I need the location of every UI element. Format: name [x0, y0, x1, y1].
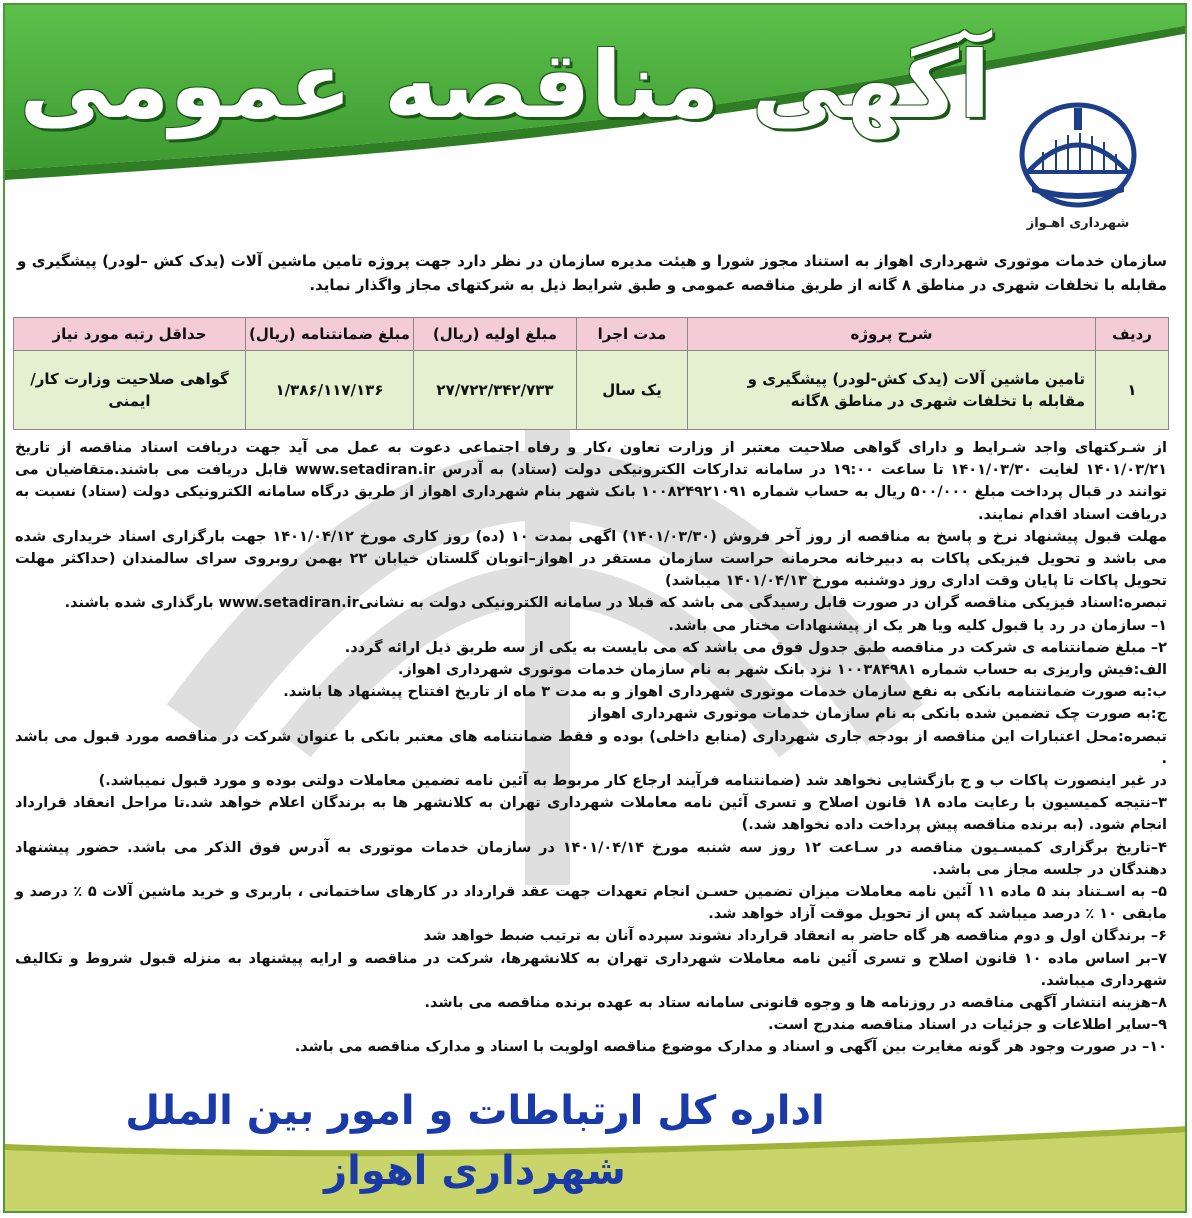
tender-table: [13, 317, 1169, 430]
paragraph: ۸–هزینه انتشار آگهی مناقصه در روزنامه ها و وجوه قانونی سامانه ستاد به عهده برنده مناقصه می باشد.: [424, 995, 1167, 1012]
bridge-logo-icon: [1018, 100, 1138, 210]
table-header-row: [14, 318, 1169, 351]
table-row: [14, 351, 1169, 430]
paragraph: در غیر اینصورت پاکات ب و ج بازگشایی نخواهد شد (ضمانتنامه فرآیند ارجاع کار مربوط به آئین نامه تضمین معاملات دولتی بوده و مورد قبول نمیباشد.): [98, 773, 1167, 790]
col-guarantee-header: مبلغ ضمانتنامه (ریال): [246, 318, 414, 351]
footer-text: اداره کل ارتباطات و امور بین الملل شهرداری اهواز: [125, 1088, 825, 1194]
paragraph: ۵– به اسـتناد بند ۵ ماده ۱۱ آئین نامه معاملات میزان تضمین حسـن انجام تعهدات جهت عقد قرارداد در کارهای ساختمانی ، باربری و خرید ماشین آلات ۵ ٪ درصد و مابقی ۱۰ ٪ درصد میباشد که پس از تحویل موقت آزاد خواهد شد.: [15, 884, 1167, 923]
paragraph: ۳–نتیجه کمیسیون با رعایت ماده ۱۸ قانون اصلاح و تسری آئین نامه معاملات شهرداری تهران به کلانشهر ها به برندگان اعلام خواهد شد.تا مراحل انعقاد قرارداد انجام شود. (به برنده مناقصه پیش پرداخت داده نخواهد شد.): [15, 795, 1167, 834]
page-title: آگهی مناقصه عمومی: [19, 32, 991, 139]
cell-duration: یک سال: [577, 351, 688, 430]
paragraph: تبصره:محل اعتبارات این مناقصه از بودجه جاری شهرداری (منابع داخلی) بوده و فقط ضمانتنامه های معتبر بانکی با عنوان شرکت در مناقصه مورد قبول می باشد .: [15, 728, 1167, 767]
col-initial-amount-header: مبلغ اولیه (ریال): [414, 318, 577, 351]
cell-min-rank: گواهی صلاحیت وزارت کار/ایمنی: [14, 351, 246, 430]
paragraph: ۹–سایر اطلاعات و جزئیات در اسناد مناقصه مندرج است.: [768, 1017, 1167, 1034]
paragraph: ۷–بر اساس ماده ۱۰ قانون اصلاح و تسری آئین نامه معاملات شهرداری تهران به کلانشهرها، شرکت در مناقصه و ارایه پیشنهاد به منزله قبول شروط و تکالیف شهرداری میباشد.: [15, 950, 1168, 989]
paragraph: از شـرکتهای واجد شـرایط و دارای گواهی صلاحیت معتبر از وزارت تعاون ،کار و رفاه اجتماعی دعوت به عمل می آید جهت دریافت اسناد مناقصه از تاریخ ۱۴۰۱/۰۳/۲۱ لغایت ۱۴۰۱/۰۳/۳۰ تا ساعت ۱۹:۰۰ در سامانه تدارکات الکترونیکی دولت (ستاد) به آدرس www.setadiran.ir قابل دریافت می باشند.متقاضیان می توانند در قبال پرداخت مبلغ ۵۰۰/۰۰۰ ریال به حساب شماره ۱۰۰۸۲۴۹۲۱۰۹۱ بانک شهر بنام شهرداری اهواز از طریق درگاه سامانه الکترونیکی دولت (ستاد) نسبت به دریافت اسناد اقدام نمایند.: [15, 440, 1168, 523]
cell-row-number: ۱: [1096, 351, 1169, 430]
paragraph: ۲– مبلغ ضمانتنامه ی شرکت در مناقصه طبق جدول فوق می باشد که می بایست به یکی از سه طریق ذیل ارائه گردد.: [344, 639, 1167, 656]
municipality-logo: [1013, 100, 1143, 250]
conditions-text: [15, 437, 1167, 1059]
paragraph: الف:فیش واریزی به حساب شماره ۱۰۰۳۸۴۹۸۱ نزد بانک شهر به نام سازمان خدمات موتوری شهرداری اهواز.: [397, 662, 1167, 679]
col-description-header: شرح پروژه: [688, 318, 1096, 351]
paragraph: مهلت قبول پیشنهاد نرخ و پاسخ به مناقصه از روز آخر فروش (۱۴۰۱/۰۳/۳۰) اگهی بمدت ۱۰ (ده) روز کاری مورخ ۱۴۰۱/۰۴/۱۲ جهت بارگزاری اسناد خریداری شده می باشد و تحویل فیزیکی پاکات به دبیرخانه محرمانه حراست سازمان مستقر در اهواز–اتوبان گلستان خیابان ۲۲ بهمن روبروی سرای سالمندان (حداکثر مهلت تحویل پاکات تا پایان وقت اداری روز دوشنبه مورخ ۱۴۰۱/۰۴/۱۳ میباشد): [15, 528, 1167, 590]
cell-initial-amount: ۲۷/۷۲۲/۳۴۲/۷۳۳: [414, 351, 577, 430]
cell-guarantee: ۱/۳۸۶/۱۱۷/۱۳۶: [246, 351, 414, 430]
paragraph: ۶– برندگان اول و دوم مناقصه هر گاه حاضر به انعقاد قرارداد نشوند سپرده آنان به ترتیب ضبط خواهد شد: [423, 928, 1167, 945]
col-row-header: ردیف: [1096, 318, 1169, 351]
paragraph: ج:به صورت چک تضمین شده بانکی به نام سازمان خدمات موتوری شهرداری اهواز: [588, 706, 1167, 723]
col-min-rank-header: حداقل رتبه مورد نیاز: [14, 318, 246, 351]
tender-notice: [3, 3, 1187, 1213]
paragraph: ۴–تاریخ برگزاری کمیسـیون مناقصه در سـاعت ۱۲ روز سه شنبه مورخ ۱۴۰۱/۰۴/۱۴ در سازمان خدمات موتوری به آدرس فوق الذکر می باشد. حضور پیشنهاد دهندگان در جلسه مجاز می باشد.: [15, 839, 1167, 878]
intro-paragraph: سازمان خدمات موتوری شهرداری اهواز به استناد مجوز شورا و هیئت مدیره سازمان در نظر دارد جهت پروژه تامین ماشین آلات (یدک کش –لودر) پیشگیری و مقابله با تخلفات شهری در مناطق ۸ گانه از طریق مناقصه عمومی و طبق شرایط ذیل به شرکتهای مجاز واگذار نماید.: [17, 252, 1167, 294]
paragraph: ب:به صورت ضمانتنامه بانکی به نفع سازمان خدمات موتوری شهرداری اهواز و به مدت ۳ ماه از تاریخ افتتاح پیشنهاد ها باشد.: [283, 684, 1167, 701]
paragraph: تبصره:اسناد فیزیکی مناقصه گران در صورت قابل رسیدگی می باشد که قبلا در سامانه الکترونیکی دولت به نشانیwww.setadiran.ir بارگذاری شده باشند.: [64, 595, 1167, 612]
paragraph: ۱– سازمان در رد یا قبول کلیه ویا هر یک از پیشنهادات مختار می باشد.: [668, 617, 1167, 634]
cell-description: تامین ماشین آلات (یدک کش-لودر) پیشگیری و مقابله با تخلفات شهری در مناطق ۸گانه: [688, 351, 1096, 430]
col-duration-header: مدت اجرا: [577, 318, 688, 351]
paragraph: ۱۰– در صورت وجود هر گونه مغایرت بین آگهی و اسناد و مدارک موضوع مناقصه اولویت با اسناد و مدارک مناقصه می باشد.: [294, 1039, 1167, 1056]
logo-caption: شهرداری اهـواز: [1026, 216, 1130, 231]
